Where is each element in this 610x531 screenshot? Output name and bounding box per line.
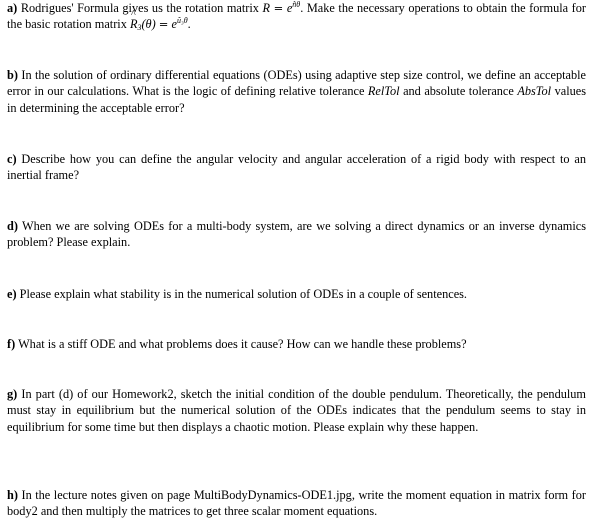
exponential-base: e <box>286 1 293 15</box>
question-label: c) <box>7 152 17 166</box>
subscript: 3 <box>137 23 142 33</box>
question-label: h) <box>7 488 18 502</box>
exponent: ũ₃θ <box>176 16 188 26</box>
question-h <box>7 487 586 520</box>
question-text: and absolute tolerance <box>403 84 514 99</box>
question-d <box>7 218 586 251</box>
question-label: f) <box>7 337 16 351</box>
question-g <box>7 386 586 435</box>
question-label: g) <box>7 387 18 401</box>
question-text: . Make the necessary operations to obtain the formula for the basic rotation matrix <box>7 1 587 32</box>
question-text: Please explain what stability is in the numerical solution of ODEs in a couple of sentences. <box>19 287 468 301</box>
abstol-term: AbsTol <box>517 84 552 99</box>
equals-sign: = <box>273 1 284 15</box>
reltol-term: RelTol <box>367 84 400 99</box>
question-text: What is a stiff ODE and what problems does it cause? How can we handle these problems? <box>18 337 467 351</box>
question-text: values in determining the acceptable error? <box>7 84 587 115</box>
question-label: e) <box>7 287 17 301</box>
exponential-base: e <box>171 17 177 32</box>
equals-sign: = <box>158 17 169 32</box>
rotation-matrix-symbol: ^ R <box>263 0 271 16</box>
question-label: a) <box>7 1 18 15</box>
exponent: ñθ <box>292 0 301 9</box>
question-text: When we are solving ODEs for a multi-body system, are we solving a direct dynamics or an inverse dynamics problem? Please explain. <box>7 219 586 250</box>
question-text: In part (d) of our Homework2, sketch the initial condition of the double pendulum. Theoretically, the pendulum must stay in equilibrium but the numerical solution of the ODEs indicates that the pendulum seems to stay in equilibrium for some time but then displays a chaotic motion. Please explain why these happen. <box>7 387 586 434</box>
question-text: In the solution of ordinary differential equations (ODEs) using adaptive step size control, we define an acceptable error in our calculations. What is the logic of defining relative tolerance <box>7 68 587 99</box>
question-b <box>7 67 586 116</box>
question-f <box>7 336 586 352</box>
question-label: b) <box>7 68 18 82</box>
rotation-matrix-equation <box>263 1 301 15</box>
basic-rotation-equation <box>130 17 188 31</box>
period: . <box>187 17 191 32</box>
question-c <box>7 151 586 184</box>
question-text: Rodrigues' Formula gives us the rotation matrix <box>20 1 259 15</box>
rotation-matrix-symbol: ^ R <box>130 16 138 32</box>
question-e <box>7 286 586 302</box>
question-label: d) <box>7 219 18 233</box>
argument: (θ) <box>141 17 156 32</box>
question-text: In the lecture notes given on page MultiBodyDynamics-ODE1.jpg, write the moment equation in matrix form for body2 and then multiply the matrices to get three scalar moment equations. <box>7 488 586 519</box>
question-a <box>7 0 586 33</box>
question-text: Describe how you can define the angular velocity and angular acceleration of a rigid body with respect to an inertial frame? <box>7 152 586 183</box>
